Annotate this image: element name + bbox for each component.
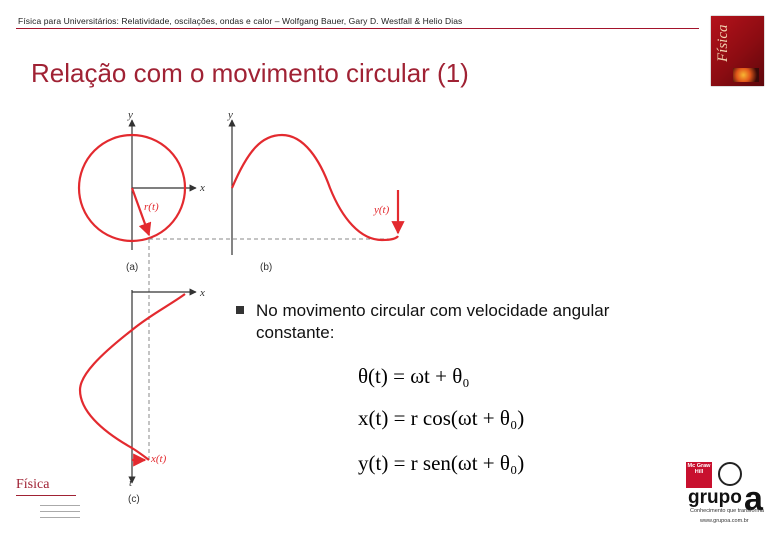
panel-c [80, 290, 196, 483]
panel-b-curve-label: y(t) [374, 204, 390, 216]
panel-b-caption: (b) [260, 262, 273, 273]
panel-a-y-label: y [128, 109, 133, 121]
book-cover-title: Física [715, 24, 731, 62]
bullet-point [236, 300, 656, 344]
equation-y: y(t) = r sen(ωt + θ₀) [358, 451, 525, 475]
panel-c-x-label: x [200, 287, 205, 299]
panel-a-vector-label: r(t) [144, 201, 159, 213]
equation-x: x(t) = r cos(ωt + θ₀) [358, 406, 525, 430]
bullet-square-icon [236, 306, 244, 314]
panel-c-curve-label: x(t) [151, 453, 167, 465]
book-reference: Física para Universitários: Relatividade, oscilações, ondas e calor – Wolfgang Bauer, Gary D. Westfall & Helio Dias [18, 16, 463, 26]
panel-b-sine-curve [232, 135, 398, 240]
equation-theta: θ(t) = ωt + θ₀ [358, 364, 470, 388]
fisica-logo: Física [16, 477, 50, 492]
panel-a-caption: (a) [126, 262, 139, 273]
publisher-logo [686, 460, 766, 530]
panel-b-y-label: y [228, 109, 233, 121]
publisher-tagline: Conhecimento que transforma [690, 508, 764, 514]
bullet-text: No movimento circular com velocidade angular constante: [256, 301, 610, 342]
publisher-seal-icon [718, 462, 742, 486]
publisher-website: www.grupoa.com.br [700, 518, 749, 524]
panel-c-t-label: t [129, 477, 133, 489]
fisica-logo-rule [16, 495, 76, 496]
panel-c-caption: (c) [128, 494, 140, 505]
publisher-group-name: grupo [688, 487, 742, 508]
panel-a-x-label: x [200, 182, 205, 194]
mcgraw-hill-badge: Mc Graw Hill [686, 462, 712, 488]
panel-b [232, 120, 398, 255]
panel-a [79, 120, 395, 462]
slide-title: Relação com o movimento circular (1) [31, 58, 469, 88]
fisica-logo-subtext [40, 502, 80, 518]
publisher-a-mark: a [744, 480, 763, 518]
